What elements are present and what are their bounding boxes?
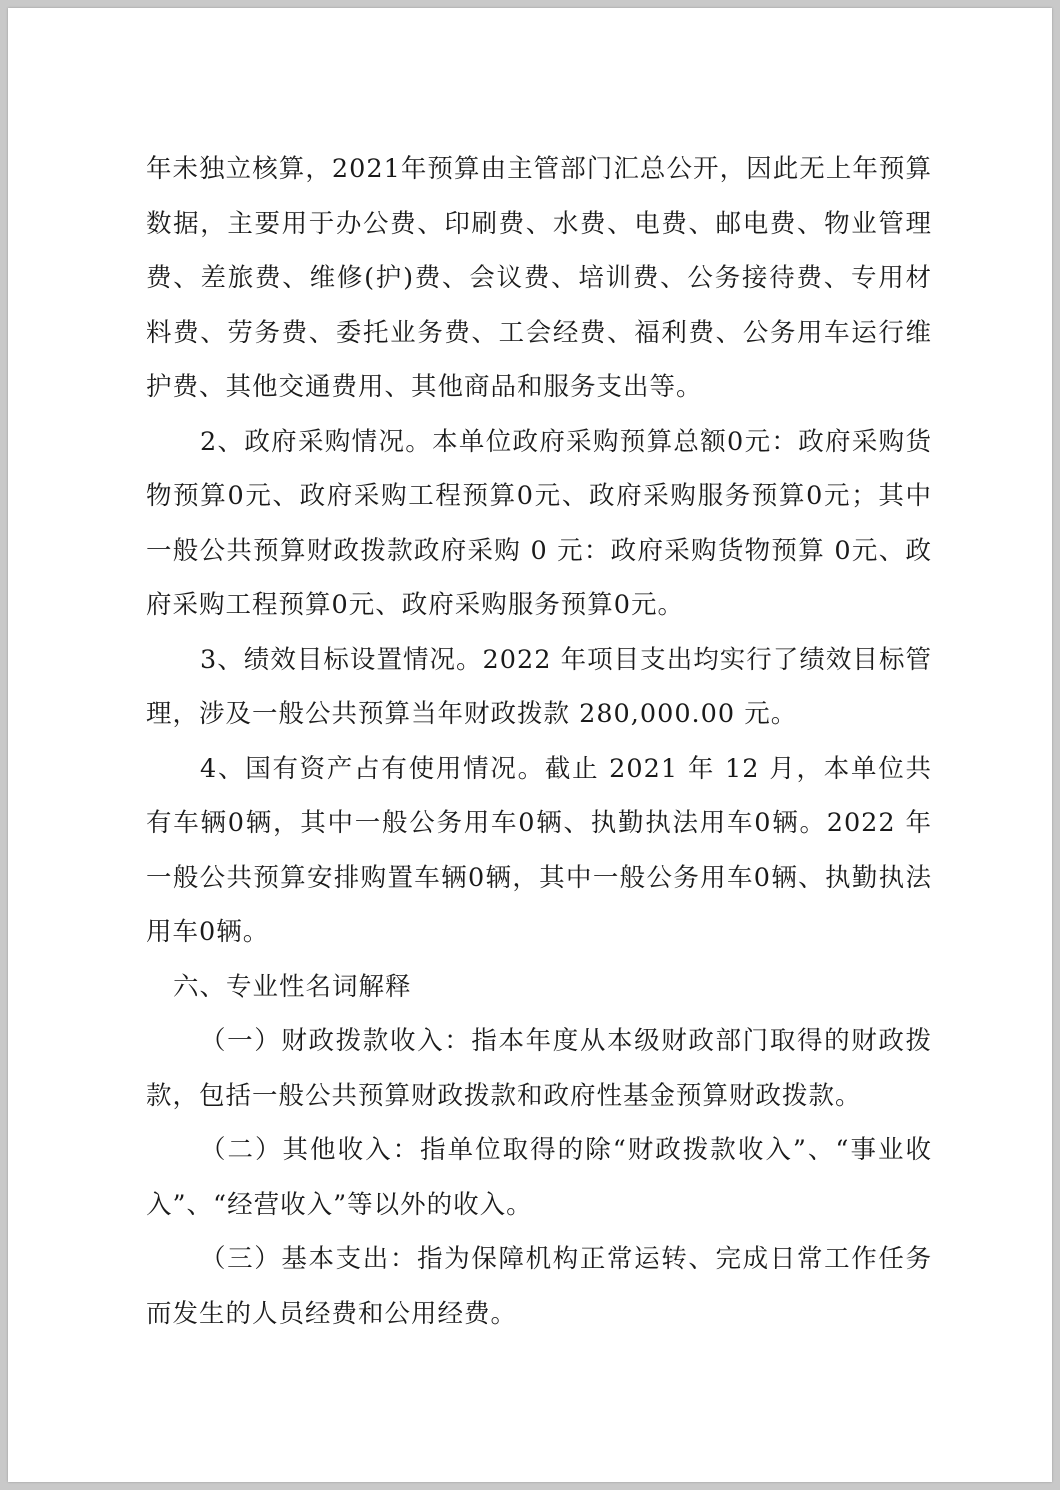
- paragraph-performance-targets: 3、绩效目标设置情况。2022 年项目支出均实行了绩效目标管理，涉及一般公共预算当年财政拨款 280,000.00 元。: [146, 644, 932, 729]
- definition-fiscal-appropriation-income: （一）财政拨款收入：指本年度从本级财政部门取得的财政拨款，包括一般公共预算财政拨款和政府性基金预算财政拨款。: [146, 1026, 932, 1111]
- paragraph-budget-continuation: 年未独立核算，2021年预算由主管部门汇总公开，因此无上年预算数据，主要用于办公费、印刷费、水费、电费、邮电费、物业管理费、差旅费、维修(护)费、会议费、培训费、公务接待费、专用材料费、劳务费、委托业务费、工会经费、福利费、公务用车运行维护费、其他交通费用、其他商品和服务支出等。: [146, 154, 932, 402]
- document-body: [146, 142, 932, 1341]
- definition-other-income: （二）其他收入：指单位取得的除“财政拨款收入”、“事业收入”、“经营收入”等以外的收入。: [146, 1135, 932, 1220]
- definition-basic-expenditure: （三）基本支出：指为保障机构正常运转、完成日常工作任务而发生的人员经费和公用经费。: [146, 1244, 932, 1329]
- section-heading-terminology: 六、专业性名词解释: [173, 971, 412, 1002]
- paragraph-government-procurement: 2、政府采购情况。本单位政府采购预算总额0元：政府采购货物预算0元、政府采购工程预算0元、政府采购服务预算0元；其中一般公共预算财政拨款政府采购 0 元：政府采购货物预算 0元、政府采购工程预算0元、政府采购服务预算0元。: [146, 426, 932, 620]
- document-page: [8, 8, 1052, 1482]
- paragraph-state-assets: 4、国有资产占有使用情况。截止 2021 年 12 月，本单位共有车辆0辆，其中一般公务用车0辆、执勤执法用车0辆。2022 年一般公共预算安排购置车辆0辆，其中一般公务用车0辆、执勤执法用车0辆。: [146, 753, 932, 947]
